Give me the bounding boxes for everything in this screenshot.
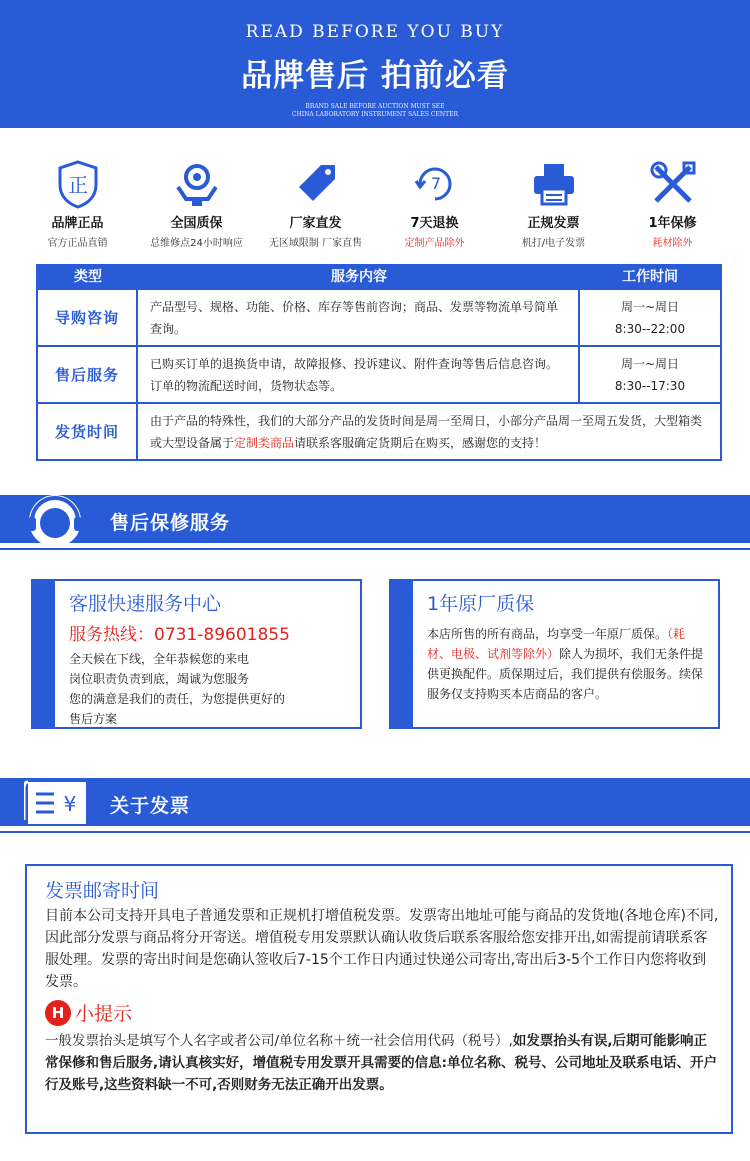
feature-title: 7天退换 [410,216,459,231]
row-time: 8:30--22:00 [614,321,686,336]
header-type: 类型 [74,269,102,285]
banner-sub-line-1: BRAND SALE BEFORE AUCTION MUST SEE [305,103,445,110]
row-content [138,404,720,459]
tip-label: 小提示 [75,1003,133,1025]
tip-badge-icon: H [45,1000,71,1026]
tag-icon [256,158,375,210]
warranty-title: 1年原厂质保 [427,593,535,615]
feature-direct [256,158,375,248]
table-row [38,402,720,459]
tip-text: 一般发票抬头是填写个人名字或者公司/单位名称＋统一社会信用代码（税号）, [45,1033,513,1049]
service-hotline: 服务热线：0731-89601855 [69,625,290,645]
service-table [36,264,722,461]
row-days: 周一~周日 [620,356,680,371]
row-time: 8:30--17:30 [614,378,686,393]
row-content: 产品型号、规格、功能、价格、库存等售前咨询；商品、发票等物流单号简单查询。 [138,290,580,345]
row-hours [580,347,720,402]
row-content-b: 请联系客服确定货期后在购买，感谢您的支持！ [294,436,547,450]
warranty-box [389,579,720,729]
feature-sub: 耗材除外 [652,238,693,249]
header-content: 服务内容 [331,269,387,285]
row-content: 已购买订单的退换货申请，故障报修、投诉建议、附件查询等售后信息咨询。订单的物流配送时间，货物状态等。 [138,347,580,402]
feature-title: 1年保修 [648,216,697,231]
banner-sub-line-2: CHINA LABORATORY INSTRUMENT SALES CENTER [291,111,459,118]
feature-return [375,158,494,248]
support-icon [137,158,256,210]
banner-cn-title: 品牌售后 拍前必看 [241,58,509,94]
feature-repair [613,158,732,248]
invoice-icon [24,780,90,830]
row-type: 导购咨询 [38,290,138,345]
table-header [38,266,720,288]
divider-line [0,548,750,550]
row-type: 售后服务 [38,347,138,402]
tools-icon [613,158,732,210]
box-strip [391,581,413,727]
table-row [38,288,720,345]
banner-sub [0,103,750,119]
feature-sub: 定制产品除外 [404,238,465,249]
row-content-highlight: 定制类商品 [234,436,295,450]
warranty-text-a: 本店所售的所有商品，均享受一年原厂质保。 [427,627,668,641]
service-line: 售后方案 [69,712,118,726]
svg-text:¥: ¥ [63,792,77,816]
printer-icon [494,158,613,210]
feature-invoice [494,158,613,248]
tip-description [45,1030,719,1096]
header-hours: 工作时间 [622,269,678,285]
svg-text:正: 正 [67,173,88,197]
seven-day-icon [375,158,494,210]
service-description [69,649,350,729]
service-center-box [31,579,362,729]
feature-title: 全国质保 [170,216,223,231]
service-center-title: 客服快速服务中心 [69,593,222,615]
warranty-text-b: 除人为损坏，我们无条件提供更换配件。质保期过后，我们提供有偿服务。续保服务仅支持购买本店商品的客户。 [427,647,704,701]
warranty-description [427,624,708,704]
row-hours [580,290,720,345]
feature-title: 品牌正品 [51,216,104,231]
top-banner [0,0,750,128]
invoice-box [25,864,733,1134]
box-strip [33,581,55,727]
tip-bold-text: 如发票抬头有误,后期可能影响正常保修和售后服务,请认真核实好，增值税专用发票开具需要的信息:单位名称、税号、公司地址及联系电话、开户行及账号,这些资料缺一不可,否则财务无法正确开出发票。 [45,1033,718,1093]
row-days: 周一~周日 [620,299,680,314]
invoice-section-title: 关于发票 [110,795,191,817]
table-row [38,345,720,402]
after-sales-title: 售后保修服务 [110,512,231,534]
feature-title: 正规发票 [527,216,580,231]
feature-row [18,158,732,248]
banner-en-title: READ BEFORE YOU BUY [245,22,505,42]
feature-warranty [137,158,256,248]
warranty-text-highlight: （耗材、电极、试剂等除外） [427,627,686,661]
feature-sub: 官方正品直销 [47,238,108,249]
service-line: 您的满意是我们的责任，为您提供更好的 [69,692,286,706]
invoice-bar [0,778,750,826]
svg-text:7: 7 [430,174,441,193]
after-sales-bar [0,495,750,543]
row-content-a: 由于产品的特殊性，我们的大部分产品的发货时间是周一至周日，小部分产品周一至周五发货，大型箱类或大型设备属于 [150,414,703,450]
invoice-title: 发票邮寄时间 [45,880,160,902]
service-line: 全天候在下线，全年恭候您的来电 [69,652,250,666]
service-line: 岗位职责负责到底，竭诚为您服务 [69,672,250,686]
feature-title: 厂家直发 [289,216,342,231]
row-type: 发货时间 [38,404,138,459]
tip-header [45,999,719,1026]
feature-sub: 无区域限制 厂家直售 [268,238,363,249]
invoice-body: 目前本公司支持开具电子普通发票和正规机打增值税发票。发票寄出地址可能与商品的发货地(各地仓库)不同,因此部分发票与商品将分开寄送。增值税专用发票默认确认收货后联系客服给您安排开出,如需提前请联系客服处理。发票的寄出时间是您确认签收后7-15个工作日内通过快递公司寄出,寄出后3-5个工作日内您将收到发票。 [45,908,719,990]
feature-sub: 总维修点24小时响应 [150,238,243,249]
shield-icon [18,158,137,210]
divider-line [0,831,750,833]
feature-sub: 机打/电子发票 [521,238,586,249]
feature-brand [18,158,137,248]
